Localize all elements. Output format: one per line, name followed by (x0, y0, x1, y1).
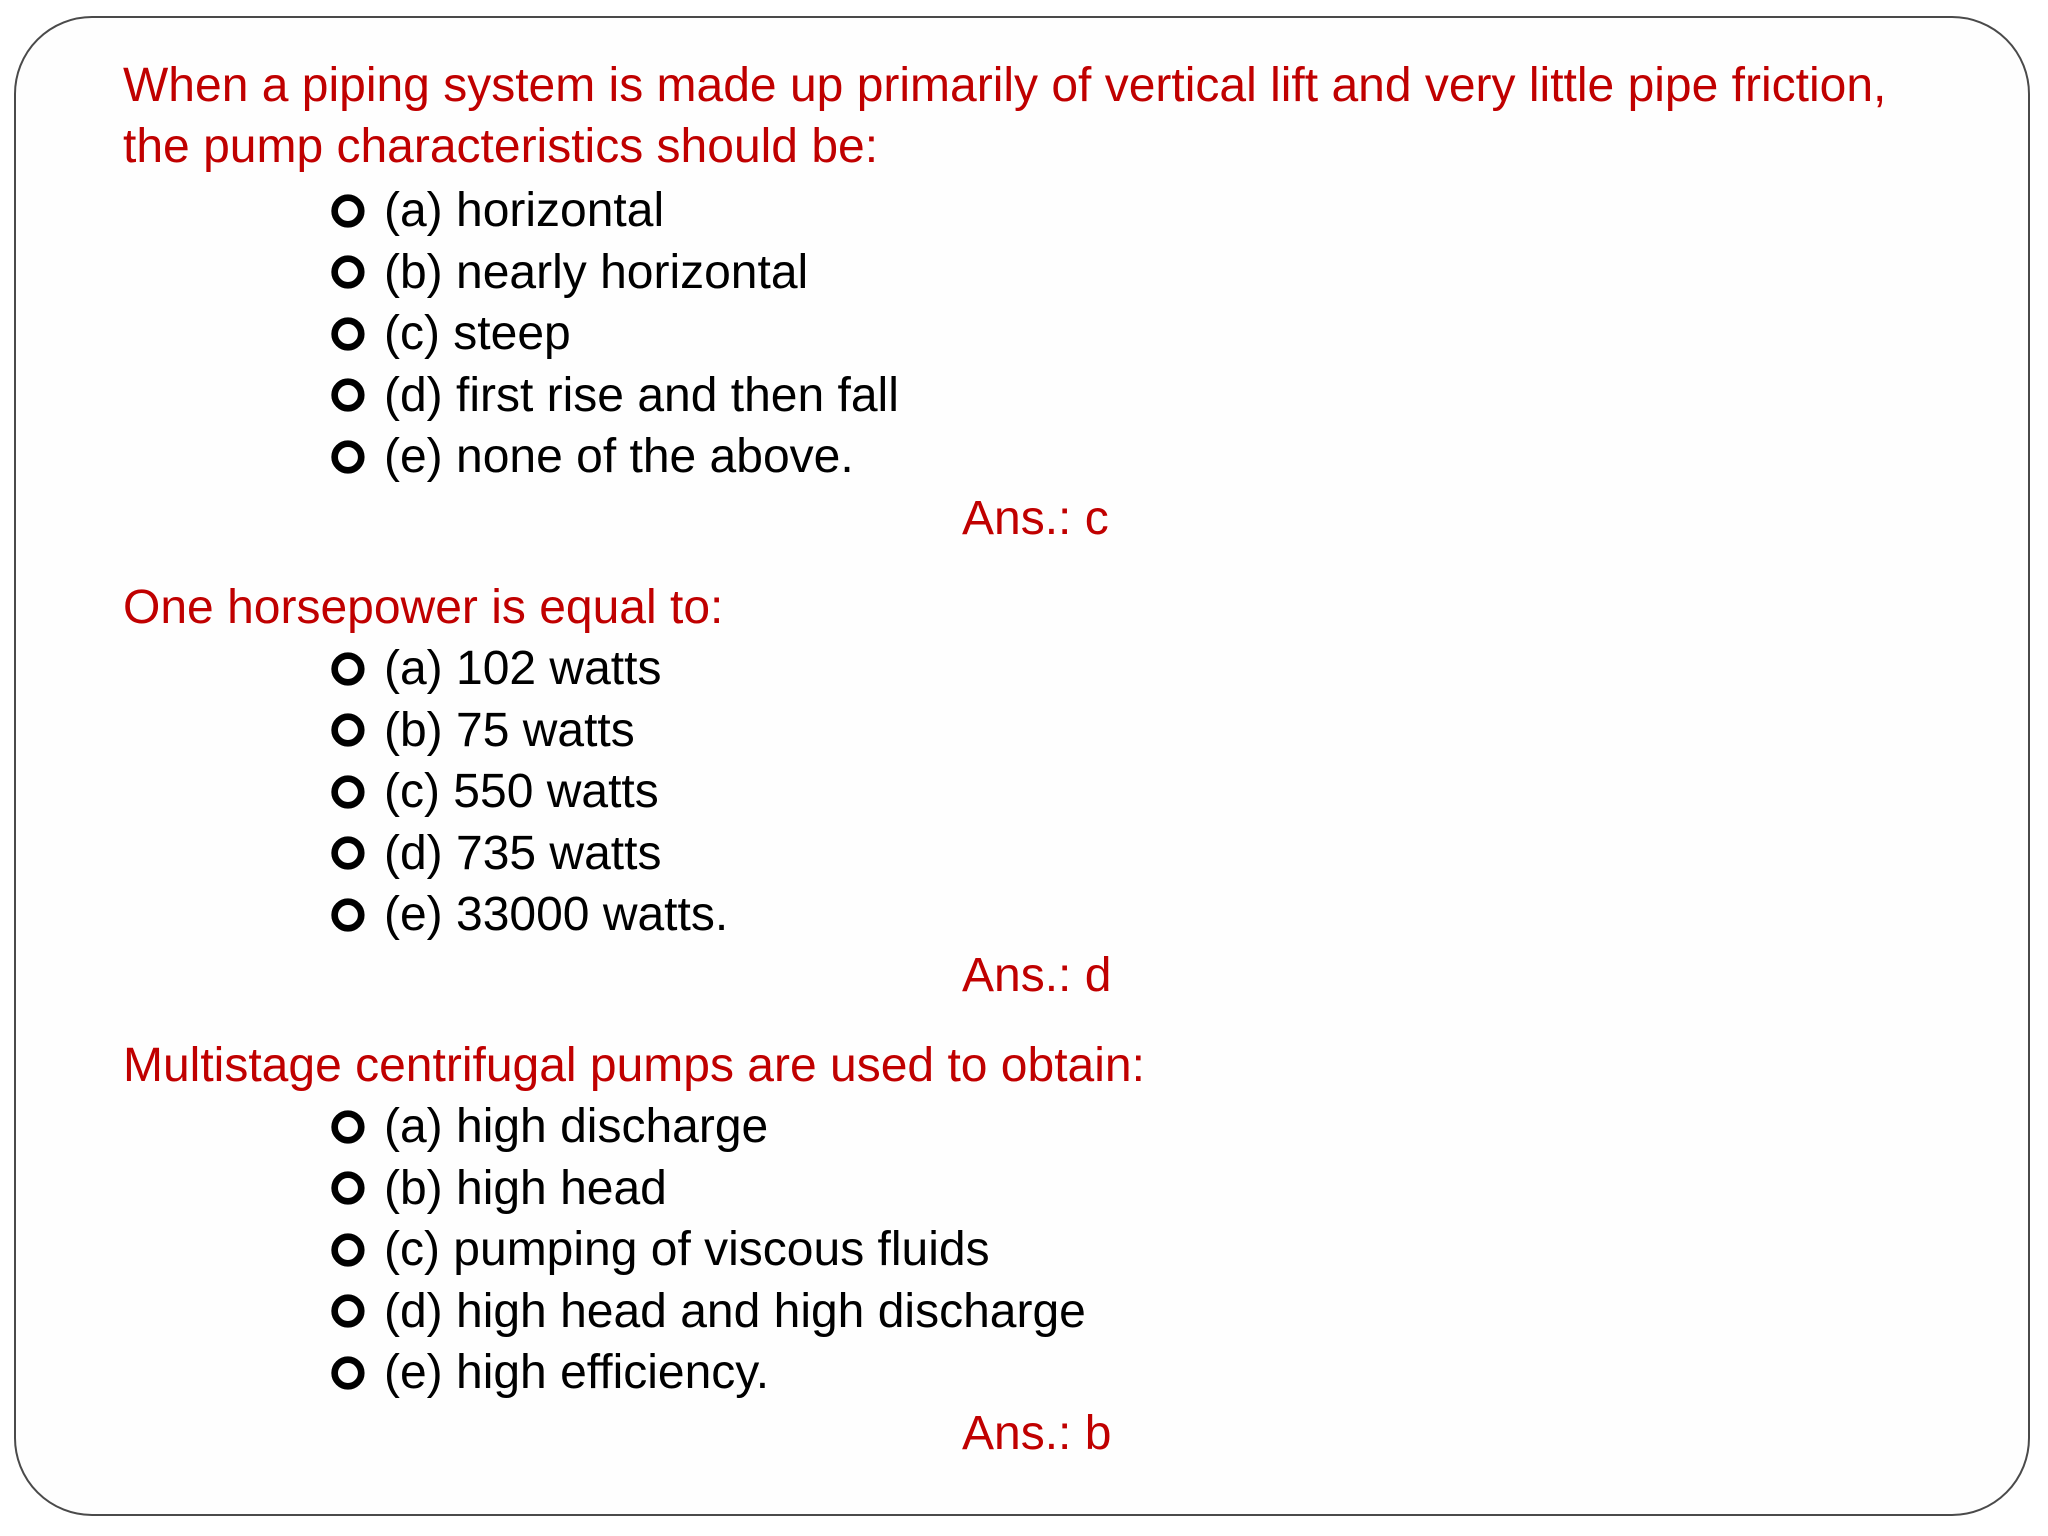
question-2-option-e (328, 884, 728, 946)
question-3-option-c (328, 1219, 1086, 1281)
option-label: (d) high head and high discharge (384, 1284, 1086, 1338)
question-1-option-d (328, 365, 899, 427)
option-label: (a) horizontal (384, 184, 665, 238)
open-circle-bullet-icon (328, 376, 366, 414)
option-label: (e) high efficiency. (384, 1346, 770, 1400)
question-1-answer: Ans.: c (962, 492, 1109, 545)
question-2-answer: Ans.: d (962, 949, 1112, 1002)
question-1-option-a (328, 180, 899, 242)
question-3-option-a (328, 1096, 1086, 1158)
question-1-option-e (328, 426, 899, 488)
option-label: (e) none of the above. (384, 430, 854, 484)
open-circle-bullet-icon (328, 315, 366, 353)
option-label: (a) 102 watts (384, 642, 662, 696)
open-circle-bullet-icon (328, 1108, 366, 1146)
option-label: (c) 550 watts (384, 765, 659, 819)
question-2-option-d (328, 823, 728, 885)
open-circle-bullet-icon (328, 192, 366, 230)
question-1-options (328, 180, 899, 488)
open-circle-bullet-icon (328, 1231, 366, 1269)
question-1-option-c (328, 303, 899, 365)
question-2-options (328, 638, 728, 946)
option-label: (a) high discharge (384, 1100, 769, 1154)
option-label: (d) 735 watts (384, 826, 662, 880)
open-circle-bullet-icon (328, 253, 366, 291)
open-circle-bullet-icon (328, 773, 366, 811)
open-circle-bullet-icon (328, 1292, 366, 1330)
question-2-option-c (328, 761, 728, 823)
option-label: (d) first rise and then fall (384, 368, 899, 422)
open-circle-bullet-icon (328, 650, 366, 688)
question-1-option-b (328, 242, 899, 304)
question-3-text: Multistage centrifugal pumps are used to obtain: (123, 1039, 1145, 1092)
question-3-answer: Ans.: b (962, 1407, 1112, 1460)
question-3-options (328, 1096, 1086, 1404)
open-circle-bullet-icon (328, 438, 366, 476)
question-3-option-b (328, 1158, 1086, 1220)
question-2-text: One horsepower is equal to: (123, 581, 724, 634)
open-circle-bullet-icon (328, 1169, 366, 1207)
option-label: (c) pumping of viscous fluids (384, 1223, 990, 1277)
option-label: (b) 75 watts (384, 703, 635, 757)
open-circle-bullet-icon (328, 711, 366, 749)
question-2-option-b (328, 700, 728, 762)
question-1-text: When a piping system is made up primarily of vertical lift and very little pipe friction, the pump characteristics should be: (123, 59, 1887, 173)
option-label: (c) steep (384, 307, 571, 361)
question-2-option-a (328, 638, 728, 700)
open-circle-bullet-icon (328, 896, 366, 934)
question-3-option-e (328, 1342, 1086, 1404)
option-label: (b) nearly horizontal (384, 245, 809, 299)
open-circle-bullet-icon (328, 834, 366, 872)
option-label: (b) high head (384, 1161, 667, 1215)
question-3-option-d (328, 1281, 1086, 1343)
option-label: (e) 33000 watts. (384, 888, 729, 942)
open-circle-bullet-icon (328, 1354, 366, 1392)
